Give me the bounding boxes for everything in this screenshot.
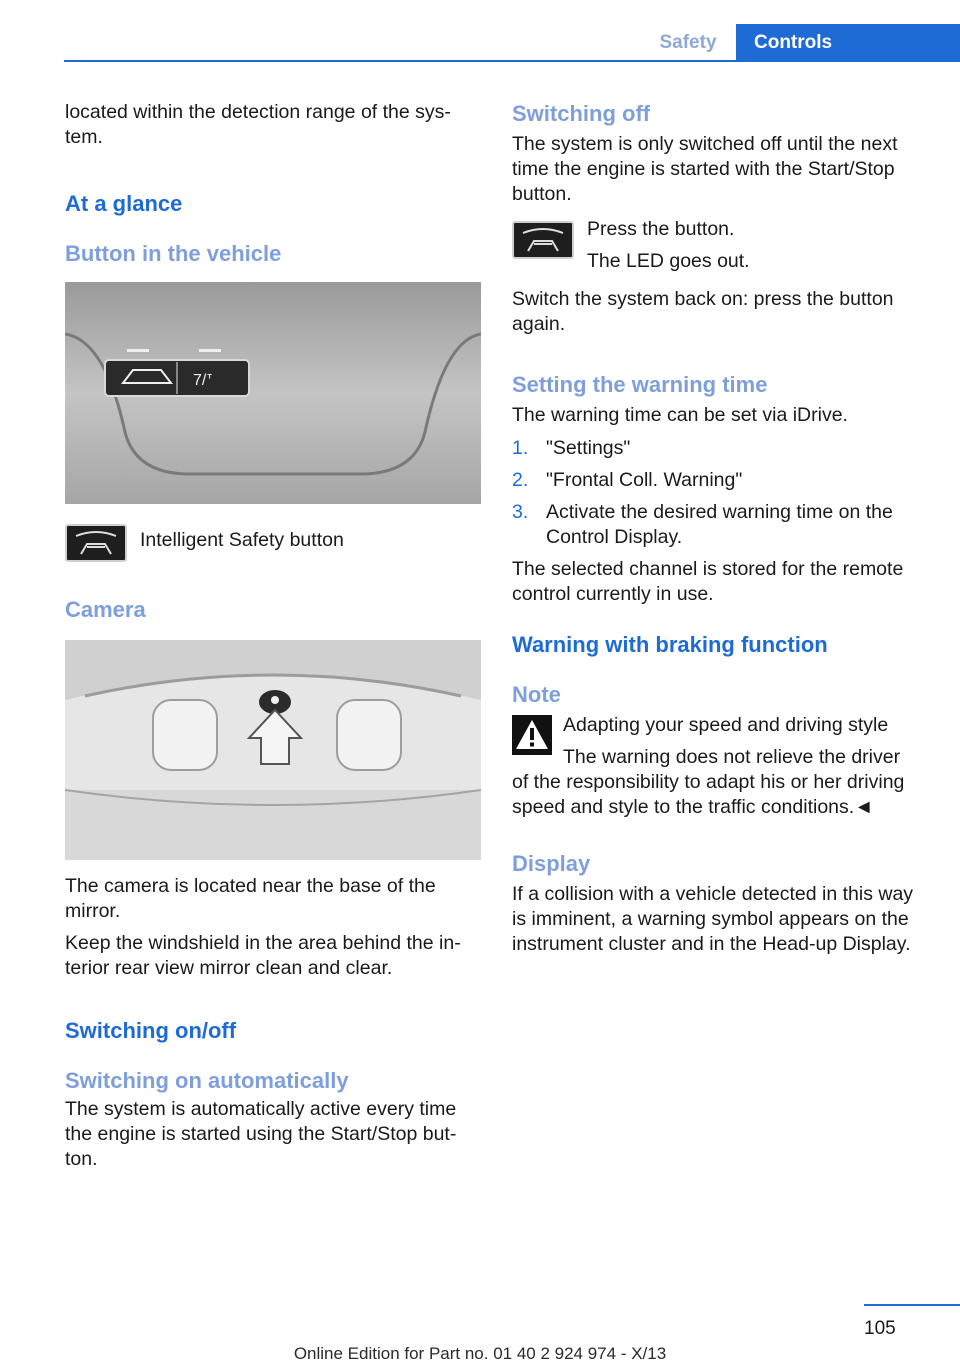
console-illustration — [65, 282, 481, 504]
heading-note: Note — [512, 682, 561, 707]
warning-time-steps — [512, 436, 926, 550]
header-rule — [64, 60, 960, 62]
heading-camera: Camera — [65, 597, 146, 622]
right-column — [512, 100, 926, 957]
camera-paragraph-1: The camera is located near the base of the mirror. — [65, 875, 436, 922]
page-number: 105 — [864, 1318, 896, 1339]
note-title: Adapting your speed and driving style — [563, 714, 889, 736]
note-block — [512, 713, 926, 770]
heading-switching-onoff: Switching on/off — [65, 1018, 237, 1043]
switching-on-paragraph: The system is automatically active every time the engine is started using the Start/Stop but-ton. — [65, 1098, 457, 1170]
led-goes-out-text: The LED goes out. — [587, 250, 750, 272]
tab-safety[interactable]: Safety — [640, 24, 736, 62]
heading-setting-warning-time: Setting the warning time — [512, 372, 768, 397]
left-column — [65, 100, 481, 1172]
heading-switching-on-automatically: Switching on automatically — [65, 1068, 349, 1093]
press-button-text: Press the button. — [587, 218, 735, 240]
switch-back-on-paragraph: Switch the system back on: press the button again. — [512, 288, 894, 335]
note-text-rest: of the responsibility to adapt his or her driving speed and style to the traffic conditions.◄ — [512, 771, 905, 818]
windshield-illustration — [65, 640, 481, 860]
intelligent-safety-button-icon — [512, 221, 574, 259]
button-caption: Intelligent Safety button — [140, 529, 344, 551]
heading-display: Display — [512, 851, 591, 876]
button-caption-row — [65, 524, 481, 568]
warning-triangle-icon — [512, 715, 552, 755]
press-button-row — [512, 217, 926, 279]
list-item: 2. "Frontal Coll. Warning" — [512, 469, 743, 491]
switching-off-paragraph: The system is only switched off until the next time the engine is started with the Start/Stop button. — [512, 133, 898, 205]
warning-time-paragraph: The warning time can be set via iDrive. — [512, 404, 848, 426]
list-item: 3. Activate the desired warning time on the Control Display. — [512, 501, 893, 548]
channel-paragraph: The selected channel is stored for the remote control currently in use. — [512, 558, 904, 605]
list-item: 1. "Settings" — [512, 437, 631, 459]
heading-button-in-vehicle: Button in the vehicle — [65, 241, 282, 266]
intelligent-safety-button-icon — [65, 524, 127, 562]
edition-footer: Online Edition for Part no. 01 40 2 924 974 - X/13 — [293, 1344, 667, 1363]
heading-switching-off: Switching off — [512, 101, 651, 126]
svg-text:7/ᐪ: 7/ᐪ — [193, 372, 213, 389]
camera-paragraph-2: Keep the windshield in the area behind the in-terior rear view mirror clean and clear. — [65, 932, 461, 979]
footer-rule — [864, 1304, 960, 1306]
camera-location-photo — [65, 640, 481, 860]
note-text-first: The warning does not relieve the driver — [563, 746, 901, 768]
intro-paragraph: located within the detection range of the sys-tem. — [65, 101, 451, 148]
display-paragraph: If a collision with a vehicle detected in this way is imminent, a warning symbol appears on the instrument cluster and in the Head-up Display. — [512, 883, 914, 955]
heading-warning-braking: Warning with braking function — [512, 632, 828, 657]
heading-at-a-glance: At a glance — [65, 191, 183, 216]
tab-controls[interactable]: Controls — [736, 24, 960, 62]
section-tabs — [640, 24, 960, 62]
vehicle-button-photo — [65, 282, 481, 504]
